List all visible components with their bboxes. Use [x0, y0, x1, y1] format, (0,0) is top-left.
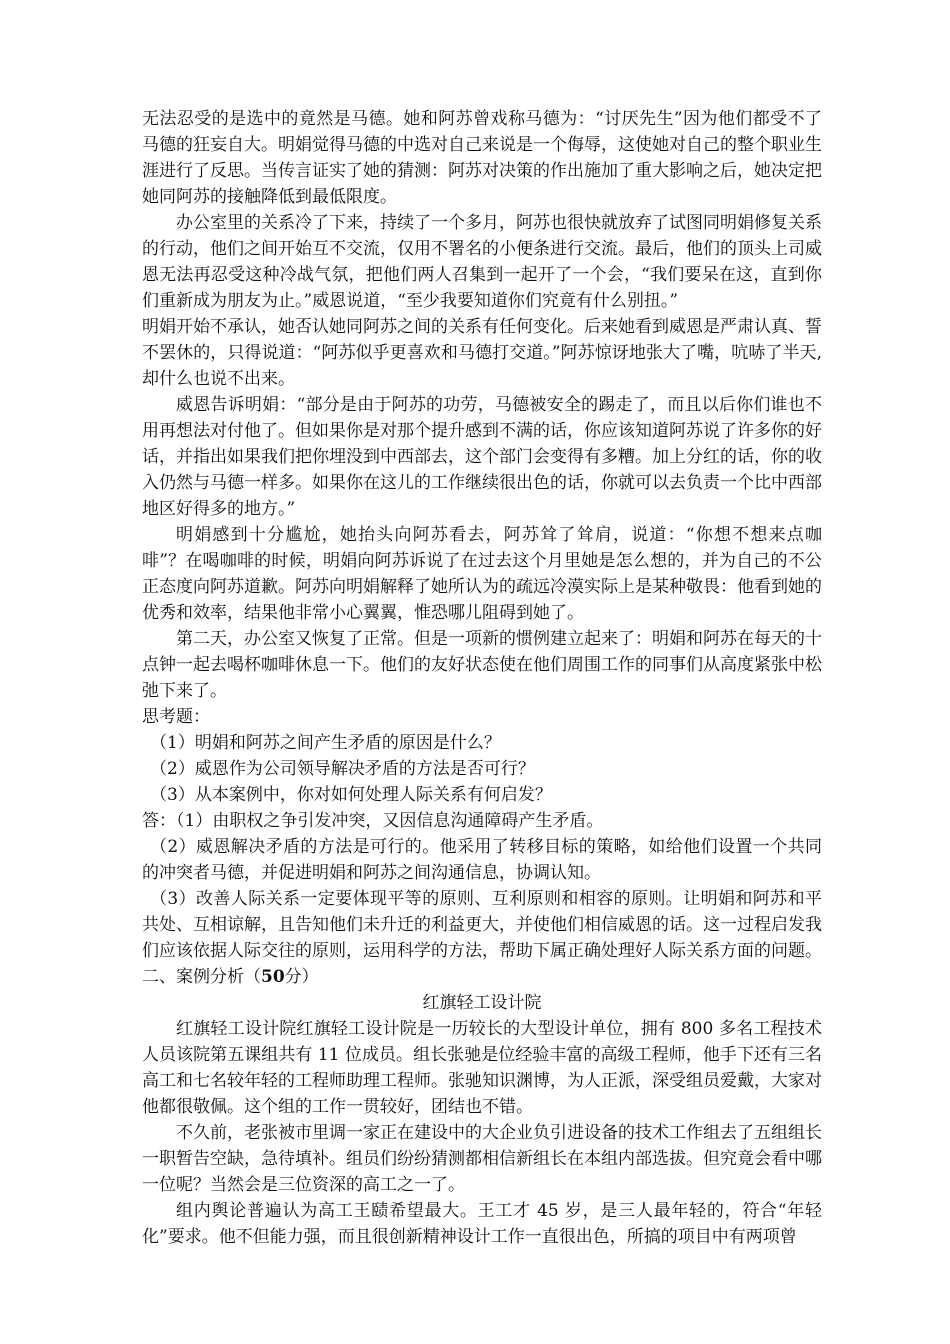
paragraph-6: 第二天，办公室又恢复了正常。但是一项新的惯例建立起来了：明娟和阿苏在每天的十点钟一起去喝杯咖啡休息一下。他们的友好状态使在他们周围工作的同事们从高度紧张中松弛下来了。 — [142, 629, 822, 701]
answer-1: 答：（1）由职权之争引发冲突，又因信息沟通障碍产生矛盾。 — [142, 811, 604, 831]
paragraph-case-3: 组内舆论普遍认为高工王赜希望最大。王工才 45 岁，是三人最年轻的，符合“年轻化”要求。他不但能力强，而且很创新精神设计工作一直很出色，所搞的项目中有两项曾 — [142, 1201, 822, 1247]
answer-3-text: （3）改善人际关系一定要体现平等的原则、互利原则和相容的原则。让明娟和阿苏和平共处、互相谅解，且告知他们未升迁的利益更大，并使他们相信威恩的话。这一过程启发我们应该依据人际交往的原则，运用科学的方法，帮助下属正确处理好人际关系方面的问题。二、案例分析（ — [142, 889, 822, 987]
question-2: （2）威恩作为公司领导解决矛盾的方法是否可行？ — [150, 759, 535, 779]
paragraph-5: 明娟感到十分尴尬，她抬头向阿苏看去，阿苏耸了耸肩，说道：“你想不想来点咖啡”？在喝咖啡的时候，明娟向阿苏诉说了在过去这个月里她是怎么想的，并为自己的不公正态度向阿苏道歉。阿苏向明娟解释了她所认为的疏远冷漠实际上是某种敬畏：他看到她的优秀和效率，结果他非常小心翼翼，惟恐哪儿阻碍到她了。 — [142, 525, 822, 623]
score-unit: 分） — [284, 967, 319, 987]
score-value: 50 — [261, 967, 285, 987]
question-3: （3）从本案例中，你对如何处理人际关系有何启发？ — [150, 785, 552, 805]
paragraph-1: 无法忍受的是选中的竟然是马德。她和阿苏曾戏称马德为：“讨厌先生”因为他们都受不了马德的狂妄自大。明娟觉得马德的中选对自己来说是一个侮辱，这使她对自己的整个职业生涯进行了反思。当传言证实了她的猜测：阿苏对决策的作出施加了重大影响之后，她决定把她同阿苏的接触降低到最低限度。 — [142, 109, 822, 207]
paragraph-4: 威恩告诉明娟：“部分是由于阿苏的功劳，马德被安全的踢走了，而且以后你们谁也不用再想法对付他了。但如果你是对那个提升感到不满的话，你应该知道阿苏说了许多你的好话，并指出如果我们把你埋没到中西部去，这个部门会变得有多糟。加上分红的话，你的收入仍然与马德一样多。如果你在这儿的工作继续很出色的话，你就可以去负责一个比中西部地区好得多的地方。” — [142, 395, 822, 519]
answer-3 — [142, 886, 822, 990]
questions-heading: 思考题： — [142, 707, 210, 727]
question-1: （1）明娟和阿苏之间产生矛盾的原因是什么？ — [150, 733, 501, 753]
document-page — [142, 106, 822, 1250]
paragraph-2: 办公室里的关系冷了下来，持续了一个多月，阿苏也很快就放弃了试图同明娟修复关系的行动，他们之间开始互不交流，仅用不署名的小便条进行交流。最后，他们的顶头上司威恩无法再忍受这种冷战气氛，把他们两人召集到一起开了一个会，“我们要呆在这，直到你们重新成为朋友为止。”威恩说道，“至少我要知道你们究竟有什么别扭。” — [142, 213, 822, 311]
paragraph-case-1: 红旗轻工设计院红旗轻工设计院是一历较长的大型设计单位，拥有 800 多名工程技术人员该院第五课组共有 11 位成员。组长张驰是位经验丰富的高级工程师，他手下还有三名高工和七名较年轻的工程师助理工程师。张驰知识渊博，为人正派，深受组员爱戴，大家对他都很敬佩。这个组的工作一贯较好，团结也不错。 — [142, 1019, 822, 1117]
case-title: 红旗轻工设计院 — [422, 993, 542, 1013]
answer-2: （2）威恩解决矛盾的方法是可行的。他采用了转移目标的策略，如给他们设置一个共同的冲突者马德，并促进明娟和阿苏之间沟通信息，协调认知。 — [142, 837, 822, 883]
paragraph-3: 明娟开始不承认，她否认她同阿苏之间的关系有任何变化。后来她看到威恩是严肃认真、誓不罢休的，只得说道：“阿苏似乎更喜欢和马德打交道。”阿苏惊讶地张大了嘴，吭哧了半天,却什么也说不出来。 — [142, 317, 822, 389]
paragraph-case-2: 不久前，老张被市里调一家正在建设中的大企业负引进设备的技术工作组去了五组组长一职暂告空缺，急待填补。组员们纷纷猜测都相信新组长在本组内部选拔。但究竟会看中哪一位呢？当然会是三位资深的高工之一了。 — [142, 1123, 822, 1195]
